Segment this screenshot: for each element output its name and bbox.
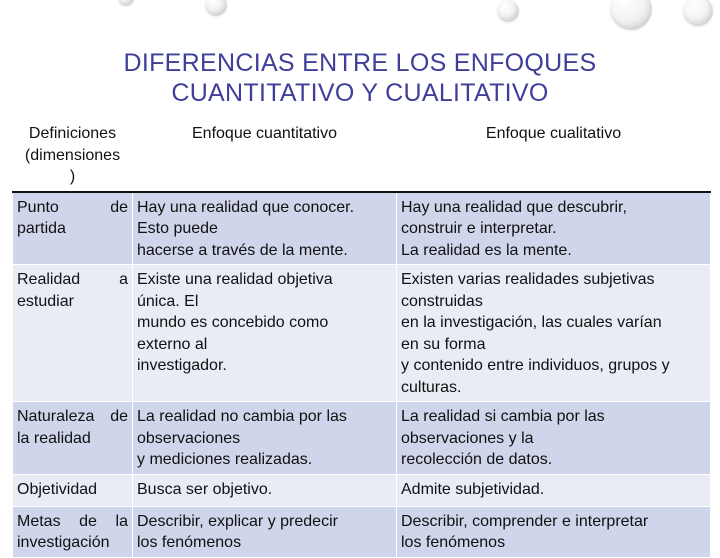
table-row — [13, 474, 711, 506]
row-qualitative: Hay una realidad que descubrir, construir e interpretar. La realidad es la mente. — [397, 192, 711, 265]
row-quantitative: Existe una realidad objetiva única. El mundo es concebido como externo al investigador. — [133, 265, 397, 402]
row-dimension: Punto de partida — [13, 192, 133, 265]
header-quantitative: Enfoque cuantitativo — [133, 119, 397, 192]
row-quantitative: Describir, explicar y predecir los fenómenos — [133, 506, 397, 557]
row-qualitative: Admite subjetividad. — [397, 474, 711, 506]
decorative-bubble — [497, 0, 519, 22]
decorative-bubble — [610, 0, 652, 30]
decorative-bubble — [205, 0, 227, 16]
table-row — [13, 506, 711, 557]
row-dimension: Realidad a estudiar — [13, 265, 133, 402]
header-dimensions: Definiciones (dimensiones ) — [13, 119, 133, 192]
header-qualitative: Enfoque cualitativo — [397, 119, 711, 192]
table-row — [13, 192, 711, 265]
row-dimension: Objetividad — [13, 474, 133, 506]
table-header-row — [13, 119, 711, 192]
row-qualitative: La realidad si cambia por las observaciones y la recolección de datos. — [397, 402, 711, 475]
row-dimension: Naturaleza de la realidad — [13, 402, 133, 475]
page-title — [60, 48, 660, 108]
table-row — [13, 402, 711, 475]
table-row — [13, 265, 711, 402]
decorative-bubble — [683, 0, 713, 26]
row-dimension: Metas de la investigación — [13, 506, 133, 557]
row-qualitative: Existen varias realidades subjetivas construidas en la investigación, las cuales varían en su forma y contenido entre individuos, grupos y culturas. — [397, 265, 711, 402]
row-quantitative: La realidad no cambia por las observaciones y mediciones realizadas. — [133, 402, 397, 475]
title-line-2: CUANTITATIVO Y CUALITATIVO — [171, 79, 549, 107]
title-line-1: DIFERENCIAS ENTRE LOS ENFOQUES — [123, 49, 597, 77]
row-quantitative: Busca ser objetivo. — [133, 474, 397, 506]
row-qualitative: Describir, comprender e interpretar los fenómenos — [397, 506, 711, 557]
comparison-table — [12, 118, 711, 558]
decorative-bubble — [118, 0, 134, 6]
row-quantitative: Hay una realidad que conocer. Esto puede hacerse a través de la mente. — [133, 192, 397, 265]
